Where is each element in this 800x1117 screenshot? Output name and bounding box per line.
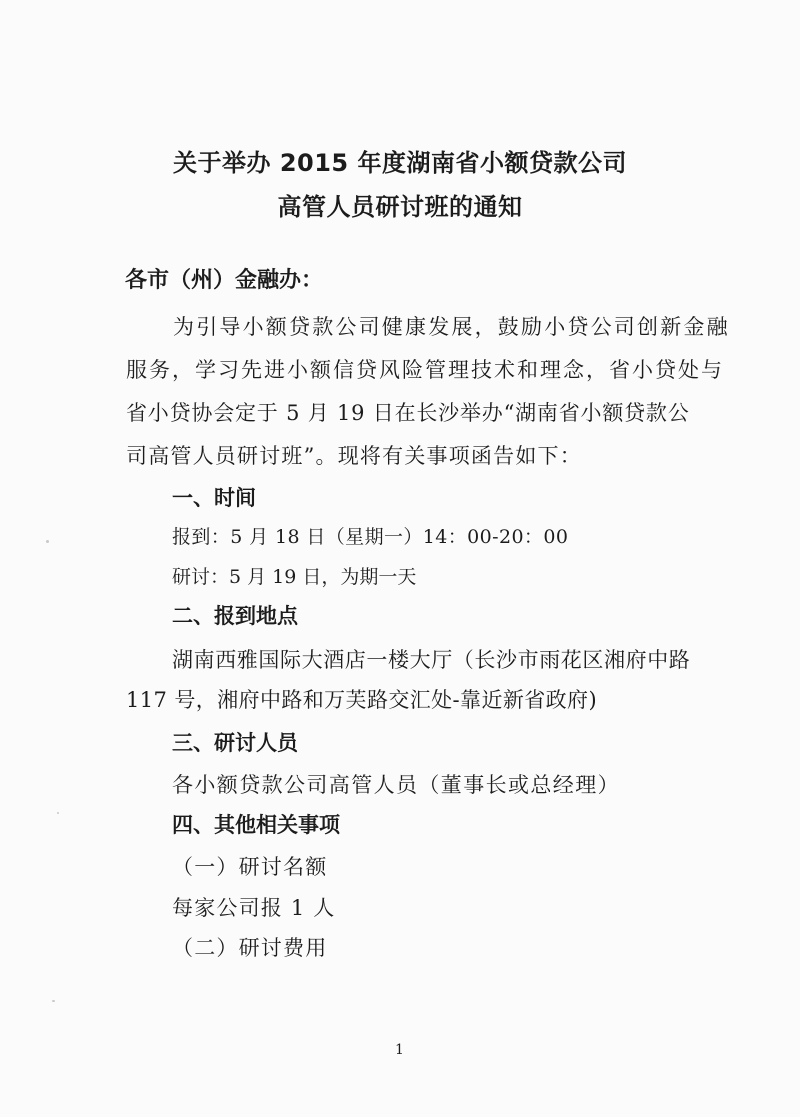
section-heading-other: 四、其他相关事项 [172, 813, 340, 837]
subsection-quota-text: 每家公司报 1 人 [172, 896, 336, 920]
venue-line-2: 117 号，湘府中路和万芙路交汇处-靠近新省政府) [126, 688, 598, 712]
subsection-fee-heading: （二）研讨费用 [172, 936, 328, 960]
document-title-line-1: 关于举办 2015 年度湖南省小额贷款公司 [172, 149, 627, 177]
study-date: 研讨：5 月 19 日，为期一天 [172, 566, 417, 588]
section-heading-time: 一、时间 [172, 486, 256, 510]
salutation: 各市（州）金融办： [125, 268, 324, 293]
intro-line-2: 服务，学习先进小额信贷风险管理技术和理念，省小贷处与 [126, 358, 724, 382]
page-number: 1 [395, 1042, 404, 1058]
venue-line-1: 湖南西雅国际大酒店一楼大厅（长沙市雨花区湘府中路 [172, 648, 691, 672]
scan-speck [52, 1000, 55, 1002]
participants-text: 各小额贷款公司高管人员（董事长或总经理） [172, 773, 620, 797]
intro-line-4: 司高管人员研讨班”。现将有关事项函告如下： [126, 444, 582, 468]
intro-line-1: 为引导小额贷款公司健康发展，鼓励小贷公司创新金融 [173, 315, 730, 339]
registration-time: 报到：5 月 18 日（星期一）14：00-20：00 [172, 526, 569, 548]
section-heading-participants: 三、研讨人员 [172, 731, 298, 755]
scan-speck [57, 812, 59, 814]
intro-line-3: 省小贷协会定于 5 月 19 日在长沙举办“湖南省小额贷款公 [126, 401, 690, 425]
scan-speck [46, 540, 49, 543]
subsection-quota-heading: （一）研讨名额 [172, 855, 328, 879]
document-title-line-2: 高管人员研讨班的通知 [277, 193, 523, 221]
section-heading-venue: 二、报到地点 [172, 604, 298, 628]
